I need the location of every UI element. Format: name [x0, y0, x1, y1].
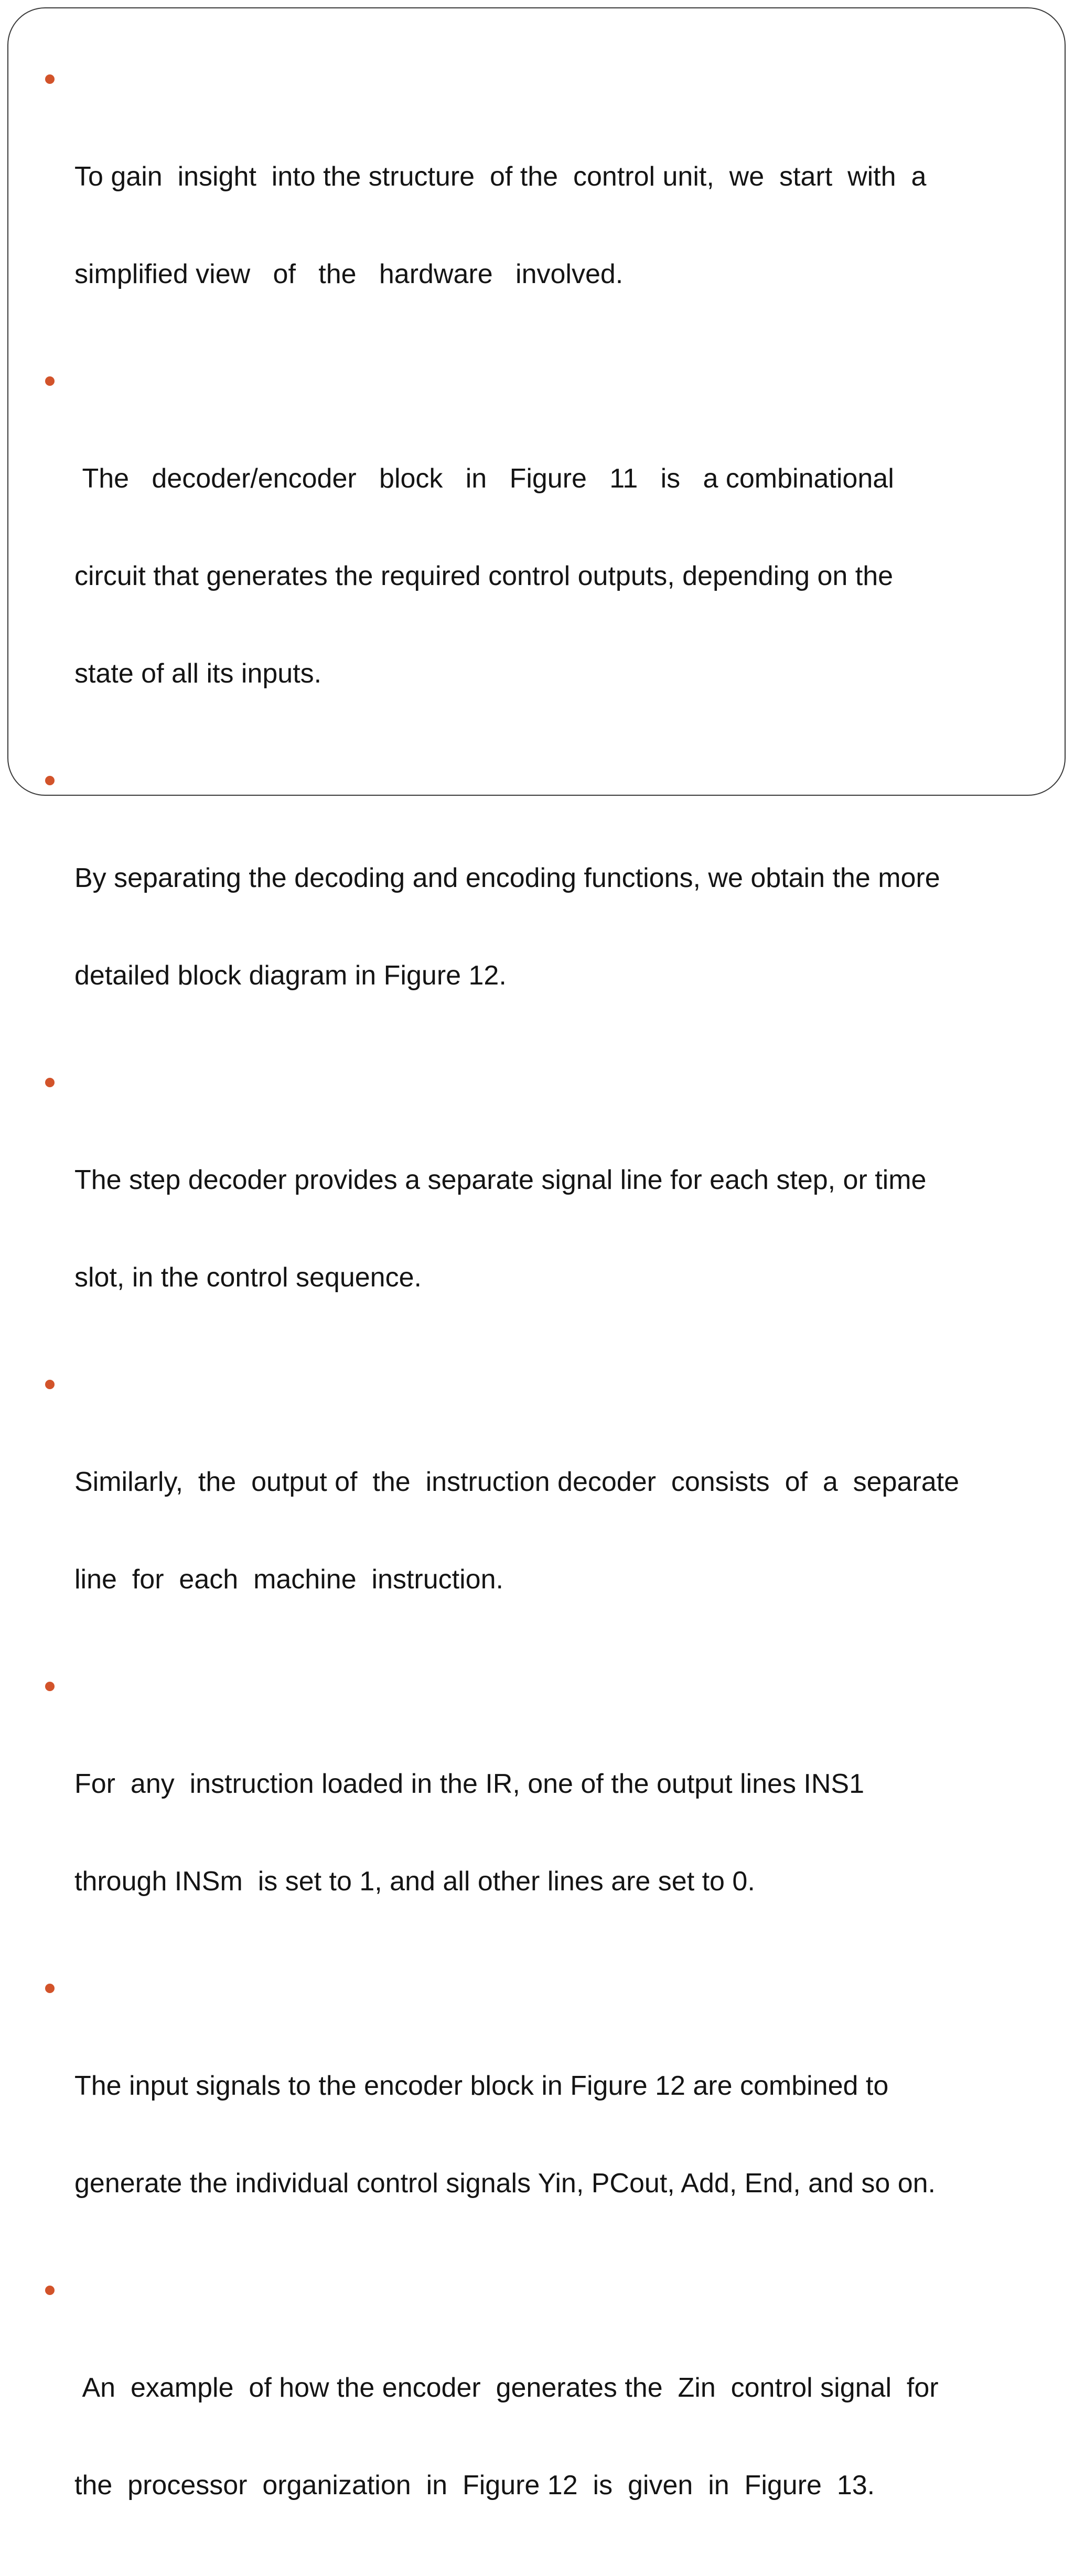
bullet-line: generate the individual control signals Yin, PCout, Add, End, and so on. [74, 2168, 936, 2199]
bullet-item [43, 1368, 1060, 1661]
bullet-dot-icon [45, 2286, 55, 2295]
bullet-dot-icon [45, 376, 55, 386]
bullet-item [43, 1670, 1060, 1963]
bullet-dot-icon [45, 1682, 55, 1691]
bullet-line: state of all its inputs. [74, 658, 322, 689]
bullet-dot-icon [45, 1078, 55, 1087]
bullet-line: Similarly, the output of the instruction decoder consists of a separate [74, 1467, 960, 1497]
bullet-line: The input signals to the encoder block in Figure 12 are combined to [74, 2071, 889, 2101]
bullet-line: the processor organization in Figure 12 is given in Figure 13. [74, 2470, 875, 2501]
bullet-list [43, 63, 1060, 2576]
bullet-line: simplified view of the hardware involved. [74, 259, 624, 289]
bullet-dot-icon [45, 1984, 55, 1993]
bullet-dot-icon [45, 74, 55, 84]
bullet-line: For any instruction loaded in the IR, one of the output lines INS1 [74, 1769, 864, 1799]
bullet-item [43, 2274, 1060, 2567]
bullet-item [43, 63, 1060, 355]
bullet-line: through INSm is set to 1, and all other lines are set to 0. [74, 1866, 755, 1897]
bullet-item [43, 764, 1060, 1057]
bullet-line: By separating the decoding and encoding functions, we obtain the more [74, 863, 940, 893]
bullet-line: slot, in the control sequence. [74, 1262, 422, 1293]
bullet-line: The decoder/encoder block in Figure 11 is a combinational [74, 463, 894, 494]
bullet-line: To gain insight into the structure of the control unit, we start with a [74, 161, 927, 192]
bullet-line: The step decoder provides a separate signal line for each step, or time [74, 1165, 927, 1195]
bullet-line: line for each machine instruction. [74, 1564, 503, 1595]
bullet-line: An example of how the encoder generates the Zin control signal for [74, 2373, 939, 2403]
bullet-dot-icon [45, 1380, 55, 1389]
bullet-dot-icon [45, 776, 55, 785]
bullet-line: circuit that generates the required control outputs, depending on the [74, 561, 894, 591]
bullet-item [43, 1972, 1060, 2265]
bullet-item [43, 365, 1060, 755]
bullet-line: detailed block diagram in Figure 12. [74, 960, 507, 991]
bullet-item [43, 1066, 1060, 1359]
slide-frame [7, 7, 1066, 2501]
